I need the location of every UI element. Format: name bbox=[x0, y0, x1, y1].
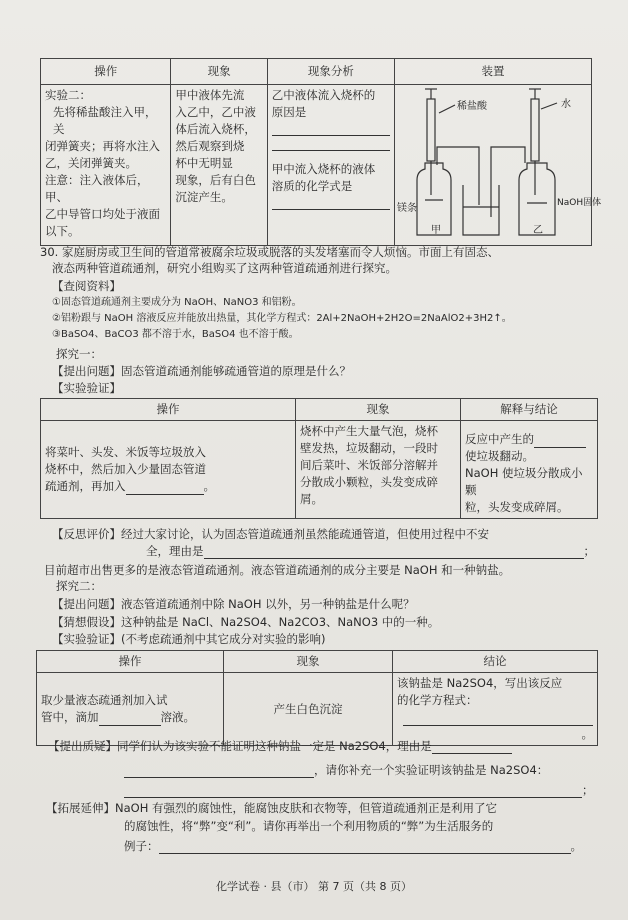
header-conclusion: 解释与结论 bbox=[461, 399, 598, 421]
answer-blank[interactable] bbox=[534, 447, 586, 448]
phenomenon-cell: 烧杯中产生大量气泡，烧杯 壁发热，垃圾翻动，一段时 间后菜叶、米饭部分溶解并 分散成小颗粒，头发变成碎 屑。 bbox=[296, 421, 461, 519]
ref-1: ①固态管道疏通剂主要成分为 NaOH、NaNO3 和铝粉。 bbox=[52, 297, 302, 308]
doubt-1: 【提出质疑】同学们认为该实验不能证明这种钠盐一定是 Na2SO4，理由是 bbox=[48, 738, 512, 754]
reflection-1: 【反思评价】经过大家讨论，认为固态管道疏通剂虽然能疏通管道，但使用过程中不安 bbox=[52, 527, 489, 541]
q30-intro-1: 30. 家庭厨房或卫生间的管道常被腐余垃圾或脱落的头发堵塞而令人烦恼。市面上有固态、 bbox=[40, 245, 499, 259]
hypothesis: 【猜想假设】这种钠盐是 NaCl、Na2SO4、Na2CO3、NaNO3 中的一种。 bbox=[52, 615, 440, 629]
label-naoh: NaOH固体 bbox=[557, 198, 602, 208]
header-conclusion: 结论 bbox=[393, 651, 598, 673]
experiment-table-1 bbox=[40, 58, 602, 246]
conclusion-cell: 反应中产生的 使垃圾翻动。 NaOH 使垃圾分散成小颗 粒，头发变成碎屑。 bbox=[461, 421, 598, 519]
phenomenon-cell: 甲中液体先流 入乙中，乙中液 体后流入烧杯， 然后观察到烧 杯中无明显 现象，后有白色 沉淀产生。 bbox=[171, 85, 267, 246]
label-jia: 甲 bbox=[431, 225, 441, 236]
answer-blank[interactable] bbox=[403, 725, 593, 726]
operation-cell: 将菜叶、头发、米饭等垃圾放入 烧杯中，然后加入少量固态管道 疏通剂，再加入 。 bbox=[41, 421, 296, 519]
answer-blank[interactable] bbox=[272, 138, 390, 151]
label-acid: 稀盐酸 bbox=[457, 101, 487, 112]
q30-intro-2: 液态两种管道疏通剂，研究小组购买了这两种管道疏通剂进行探究。 bbox=[52, 261, 397, 275]
answer-blank[interactable] bbox=[204, 558, 584, 559]
header-operation: 操作 bbox=[41, 399, 296, 421]
answer-blank[interactable] bbox=[124, 797, 582, 798]
question-title-1: 【提出问题】固态管道疏通剂能够疏通管道的原理是什么？ bbox=[52, 364, 351, 378]
apparatus-diagram bbox=[395, 85, 602, 240]
experiment-table-3 bbox=[36, 650, 598, 746]
header-operation: 操作 bbox=[37, 651, 224, 673]
answer-blank[interactable] bbox=[272, 197, 390, 210]
label-mg: 镁条 bbox=[397, 203, 417, 214]
extension-3: 例子： 。 bbox=[124, 839, 582, 853]
doubt-blank-line: ； bbox=[124, 782, 594, 798]
experiment-table-2 bbox=[40, 398, 598, 519]
explore-2: 探究二： bbox=[56, 579, 102, 593]
doubt-2: ，请你补充一个实验证明该钠盐是 Na2SO4： bbox=[124, 762, 548, 778]
experiment-title-2: 【实验验证】(不考虑疏通剂中其它成分对实验的影响) bbox=[52, 632, 326, 646]
page-footer: 化学试卷 · 县（市） 第 7 页（共 8 页） bbox=[216, 880, 412, 893]
header-phenomenon: 现象 bbox=[296, 399, 461, 421]
extension-2: 的腐蚀性，将“弊”变“利”。请你再举出一个利用物质的“弊”为生活服务的 bbox=[124, 819, 494, 833]
answer-blank[interactable] bbox=[126, 494, 204, 495]
ref-title: 【查阅资料】 bbox=[52, 279, 121, 293]
answer-blank[interactable] bbox=[124, 777, 314, 778]
label-yi: 乙 bbox=[533, 225, 543, 236]
header-operation: 操作 bbox=[41, 59, 171, 85]
header-phenomenon: 现象 bbox=[171, 59, 267, 85]
conclusion-cell: 该钠盐是 Na2SO4，写出该反应 的化学方程式： 。 bbox=[393, 673, 598, 746]
header-analysis: 现象分析 bbox=[267, 59, 394, 85]
answer-blank[interactable] bbox=[99, 725, 161, 726]
header-phenomenon: 现象 bbox=[224, 651, 393, 673]
answer-blank[interactable] bbox=[159, 853, 571, 854]
header-device: 装置 bbox=[395, 59, 592, 85]
device-cell bbox=[395, 85, 602, 246]
label-water: 水 bbox=[561, 99, 571, 110]
answer-blank[interactable] bbox=[432, 753, 512, 754]
extension-1: 【拓展延伸】NaOH 有强烈的腐蚀性，能腐蚀皮肤和衣物等，但管道疏通剂正是利用了它 bbox=[46, 801, 497, 815]
ref-3: ③BaSO4、BaCO3 都不溶于水，BaSO4 也不溶于酸。 bbox=[52, 329, 299, 340]
market-note: 目前超市出售更多的是液态管道疏通剂。液态管道疏通剂的成分主要是 NaOH 和一种钠盐。 bbox=[44, 563, 511, 577]
reflection-2: 全，理由是 ； bbox=[146, 544, 595, 558]
experiment-title-1: 【实验验证】 bbox=[52, 381, 121, 395]
operation-cell: 取少量液态疏通剂加入试 管中，滴加 溶液。 bbox=[37, 673, 224, 746]
phenomenon-cell: 产生白色沉淀 bbox=[224, 673, 393, 746]
question-title-2: 【提出问题】液态管道疏通剂中除 NaOH 以外，另一种钠盐是什么呢？ bbox=[52, 597, 415, 611]
analysis-cell: 乙中液体流入烧杯的 原因是 甲中流入烧杯的液体 溶质的化学式是 bbox=[267, 85, 394, 246]
ref-2: ②铝粉跟与 NaOH 溶液反应并能放出热量，其化学方程式：2Al+2NaOH+2H2O=2NaAlO2+3H2↑。 bbox=[52, 313, 512, 324]
explore-1: 探究一： bbox=[56, 347, 102, 361]
answer-blank[interactable] bbox=[272, 123, 390, 136]
operation-cell: 实验二： 先将稀盐酸注入甲，关 闭弹簧夹；再将水注入 乙，关闭弹簧夹。 注意：注入液体后，甲、 乙中导管口均处于液面 以下。 bbox=[41, 85, 171, 246]
